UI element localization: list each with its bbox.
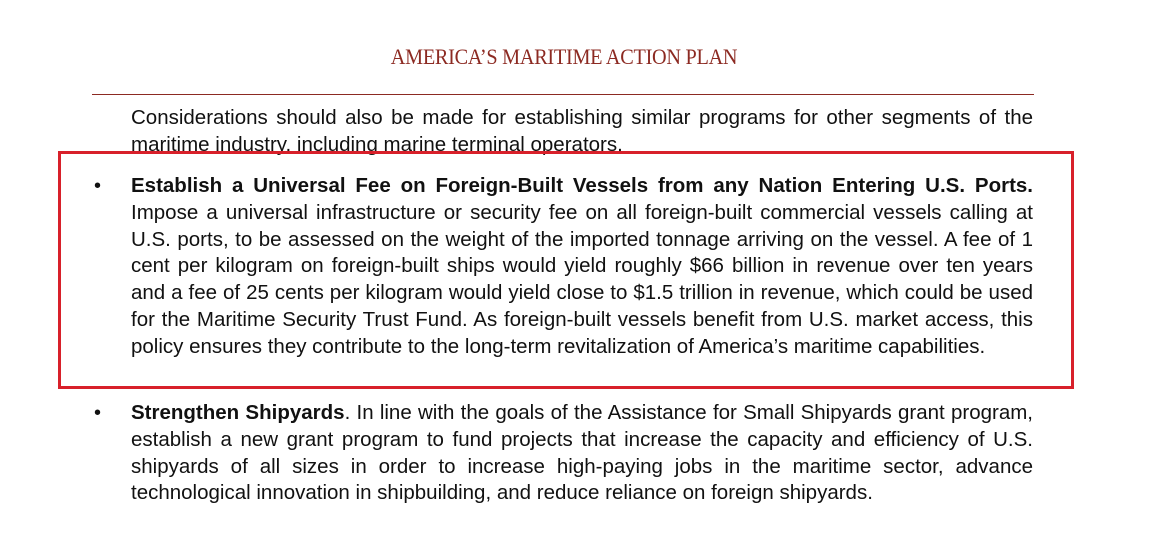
page-header-title: AMERICA’S MARITIME ACTION PLAN: [390, 44, 738, 69]
bullet-marker: •: [94, 175, 102, 197]
bullet-marker: •: [94, 402, 102, 424]
bullet-body-text: Impose a universal infrastructure or security fee on all foreign-built commercial vessels calling at U.S. ports, to be assessed on the weight of the imported tonnage arriving on the vessel. A fee of 1 cent per kilogram on foreign-built ships would yield roughly $66 billion in revenue over ten years and a fee of 25 cents per kilogram would yield close to $1.5 trillion in revenue, which could be used for the Maritime Security Trust Fund. As foreign-built vessels benefit from U.S. market access, this policy ensures they contribute to the long-term revitalization of America’s maritime capabilities.: [131, 200, 1033, 358]
header-divider: [92, 94, 1034, 95]
bullet-body-text: . In line with the goals of the Assistance for Small Shipyards grant program, establish a new grant program to fund projects that increase the capacity and efficiency of U.S. shipyards of all sizes in order to increase high-paying jobs in the maritime sector, advance technological innovation in shipbuilding, and reduce reliance on foreign shipyards.: [131, 401, 1033, 505]
bullet-lead-heading: Establish a Universal Fee on Foreign-Built Vessels from any Nation Entering U.S. Ports.: [131, 174, 1033, 197]
bullet-lead-heading: Strengthen Shipyards: [131, 401, 345, 424]
bullet-paragraph: [131, 400, 1033, 507]
bullet-paragraph: [131, 173, 1033, 361]
continuation-paragraph: Considerations should also be made for establishing similar programs for other segments of the maritime industry, including marine terminal operators.: [131, 106, 1033, 156]
